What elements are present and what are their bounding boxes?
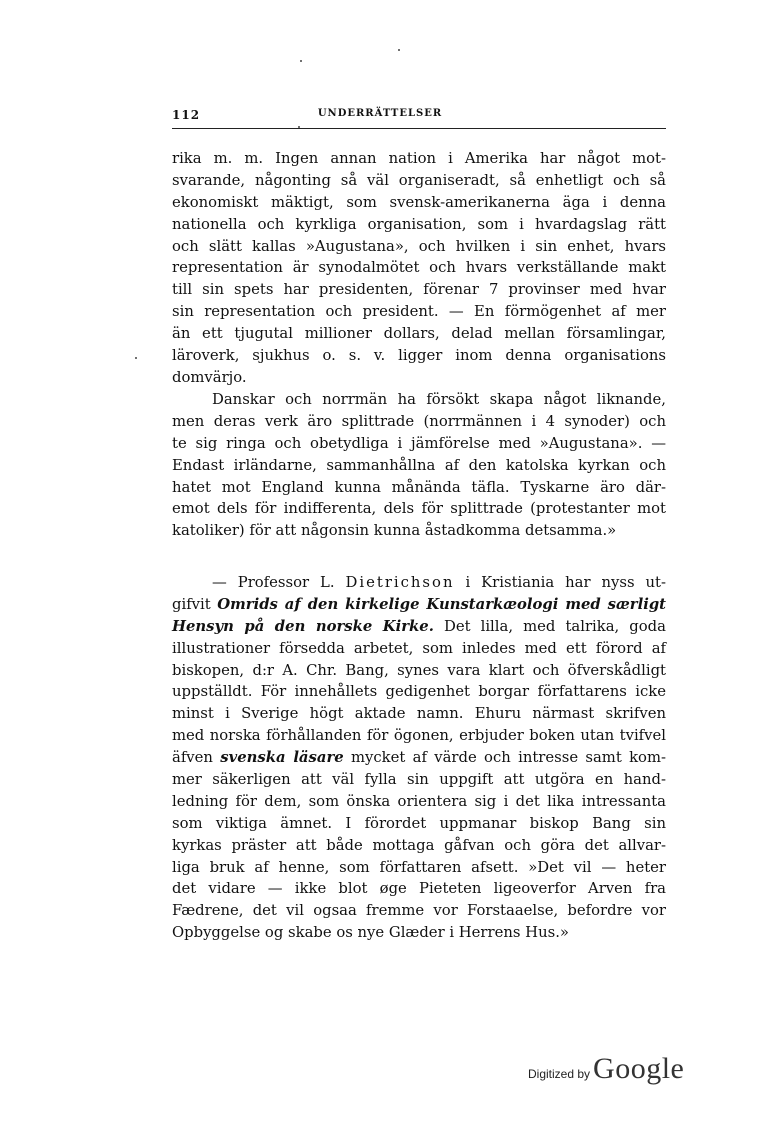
text-run: mycket af värde och intresse samt kom- <box>350 749 666 767</box>
text-line: representation är synodalmötet och hvars verkställande makt <box>172 259 666 277</box>
text-line: till sin spets har presidenten, förenar 7 provinser med hvar <box>172 281 666 299</box>
text-line: te sig ringa och obetydliga i jämförelse med »Augustana». — <box>172 434 666 452</box>
text-line: illustrationer försedda arbetet, som inledes med ett förord af <box>172 639 666 657</box>
text-run: Det lilla, med talrika, goda <box>443 617 666 635</box>
text-line: läroverk, sjukhus o. s. v. ligger inom denna organisations <box>172 347 666 365</box>
text-run: gifvit <box>172 595 211 613</box>
digitized-watermark <box>528 1052 684 1086</box>
text-line: domvärjo. <box>172 368 247 386</box>
text-line: med norska förhållanden för ögonen, erbjuder boken utan tvifvel <box>172 727 666 745</box>
text-line: nationella och kyrkliga organisation, som i hvardagslag rätt <box>172 215 666 233</box>
ink-speck <box>135 357 137 359</box>
emphasis: svenska läsare <box>220 749 344 767</box>
text-line: Opbyggelse og skabe os nye Glæder i Herrens Hus.» <box>172 924 569 942</box>
author-name: Dietrichson <box>345 574 455 591</box>
text-line: som viktiga ämnet. I förordet uppmanar biskop Bang sin <box>172 814 666 832</box>
text-line: katoliker) för att någonsin kunna åstadkomma detsamma.» <box>172 522 617 540</box>
text-line: Fædrene, det vil ogsaa fremme vor Forstaaelse, befordre vor <box>172 902 666 920</box>
text-line: rika m. m. Ingen annan nation i Amerika har något mot- <box>172 150 666 167</box>
text-line: än ett tjugutal millioner dollars, delad mellan församlingar, <box>172 325 666 343</box>
text-line: kyrkas präster att både mottaga gåfvan och göra det allvar- <box>172 836 666 854</box>
book-title: Omrids af den kirkelige Kunstarkæologi med særligt <box>217 595 666 613</box>
text-line: ekonomiskt mäktigt, som svensk-amerikanerna äga i denna <box>172 193 666 211</box>
text-line: uppställdt. För innehållets gedigenhet borgar författarens icke <box>172 683 666 701</box>
text-line: ledning för dem, som önska orientera sig i det lika intressanta <box>172 792 666 810</box>
paragraph-danskar <box>172 389 666 542</box>
text-run: — Professor L. <box>212 574 335 591</box>
text-line: mer säkerligen att väl fylla sin uppgift att utgöra en hand- <box>172 771 666 789</box>
ink-speck <box>300 60 302 62</box>
text-line: hatet mot England kunna månända täfla. Tyskarne äro där- <box>172 478 666 496</box>
text-run: i Kristiania har nyss ut- <box>465 574 666 591</box>
google-logo: Google <box>593 1052 685 1085</box>
text-line <box>172 747 666 769</box>
text-line <box>172 572 666 594</box>
text-line: men deras verk äro splittrade (norrmännen i 4 synoder) och <box>172 412 666 430</box>
page-number: 112 <box>172 108 201 122</box>
text-line <box>172 616 666 638</box>
text-line: liga bruk af henne, som författaren afsett. »Det vil — heter <box>172 858 666 876</box>
paragraph-dietrichson <box>172 572 666 944</box>
watermark-prefix: Digitized by <box>528 1067 591 1081</box>
header-rule <box>172 128 666 129</box>
text-line: minst i Sverige högt aktade namn. Ehuru närmast skrifven <box>172 705 666 723</box>
book-title: Hensyn på den norske Kirke. <box>172 617 434 635</box>
text-line: Endast irländarne, sammanhållna af den katolska kyrkan och <box>172 456 666 474</box>
ink-speck <box>398 49 400 51</box>
text-line <box>172 594 666 616</box>
text-line: det vidare — ikke blot øge Pieteten ligeoverfor Arven fra <box>172 880 666 898</box>
paragraph-augustana <box>172 148 666 389</box>
text-run: äfven <box>172 749 213 767</box>
text-line: emot dels för indifferenta, dels för splittrade (protestanter mot <box>172 500 666 518</box>
text-line: Danskar och norrmän ha försökt skapa något liknande, <box>212 391 666 408</box>
text-line: biskopen, d:r A. Chr. Bang, synes vara klart och öfverskådligt <box>172 661 666 679</box>
text-line: sin representation och president. — En förmögenhet af mer <box>172 303 666 321</box>
text-line: och slätt kallas »Augustana», och hvilken i sin enhet, hvars <box>172 237 666 255</box>
running-head: UNDERRÄTTELSER <box>317 108 443 119</box>
ink-speck <box>298 126 300 128</box>
text-line: svarande, någonting så väl organiseradt, så enhetligt och så <box>172 171 666 189</box>
